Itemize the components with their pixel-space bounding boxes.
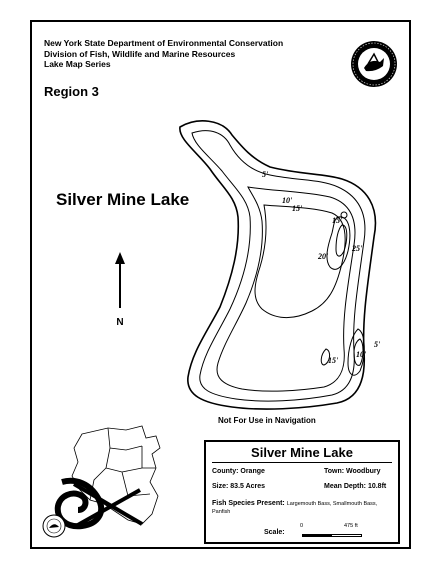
depth-label: 5' bbox=[262, 170, 269, 179]
scale-start: 0 bbox=[300, 523, 304, 529]
depth-label: 25' bbox=[352, 244, 363, 253]
agency-line-3: Lake Map Series bbox=[44, 59, 111, 69]
depth-label: 20' bbox=[318, 252, 329, 261]
info-divider bbox=[212, 462, 392, 463]
depth-label: 15' bbox=[328, 356, 339, 365]
depth-label: 15' bbox=[332, 216, 343, 225]
map-frame bbox=[30, 20, 411, 549]
agency-line-1: New York State Department of Environmental Conservation bbox=[44, 38, 284, 48]
agency-line-2: Division of Fish, Wildlife and Marine Resources bbox=[44, 48, 236, 59]
bathymetric-lake-map bbox=[152, 107, 402, 427]
size-label: Size: 83.5 Acres bbox=[212, 483, 266, 490]
depth-label: 15' bbox=[292, 204, 303, 213]
region-label: Region 3 bbox=[44, 84, 99, 99]
agency-header bbox=[44, 38, 283, 70]
depth-label: 10' bbox=[282, 196, 293, 205]
depth-label: 5' bbox=[374, 340, 381, 349]
small-seal-icon bbox=[42, 514, 66, 538]
region-locator-map bbox=[46, 424, 181, 534]
lake-info-box bbox=[204, 440, 400, 544]
navigation-warning: Not For Use in Navigation bbox=[218, 416, 316, 425]
shoreline bbox=[180, 121, 376, 409]
depth-label: 10' bbox=[356, 350, 367, 359]
scale-label: Scale: bbox=[264, 529, 285, 536]
county-label: County: Orange bbox=[212, 468, 265, 475]
fish-species-values-2: Panfish bbox=[212, 509, 231, 515]
map-title: Silver Mine Lake bbox=[56, 190, 190, 209]
north-label: N bbox=[116, 317, 124, 328]
dec-seal-icon bbox=[350, 40, 398, 88]
mean-depth-label: Mean Depth: 10.8ft bbox=[324, 483, 387, 490]
info-title: Silver Mine Lake bbox=[251, 445, 353, 460]
scale-end: 475 ft bbox=[344, 523, 358, 529]
contour-5ft bbox=[192, 131, 365, 401]
fish-species-values: Largemouth Bass, Smallmouth Bass, bbox=[286, 501, 378, 507]
scale-bar bbox=[302, 534, 362, 537]
town-label: Town: Woodbury bbox=[324, 468, 381, 475]
fish-species-label bbox=[212, 500, 377, 507]
fish-species-heading: Fish Species Present: bbox=[212, 500, 285, 507]
north-arrow-icon bbox=[110, 250, 130, 330]
